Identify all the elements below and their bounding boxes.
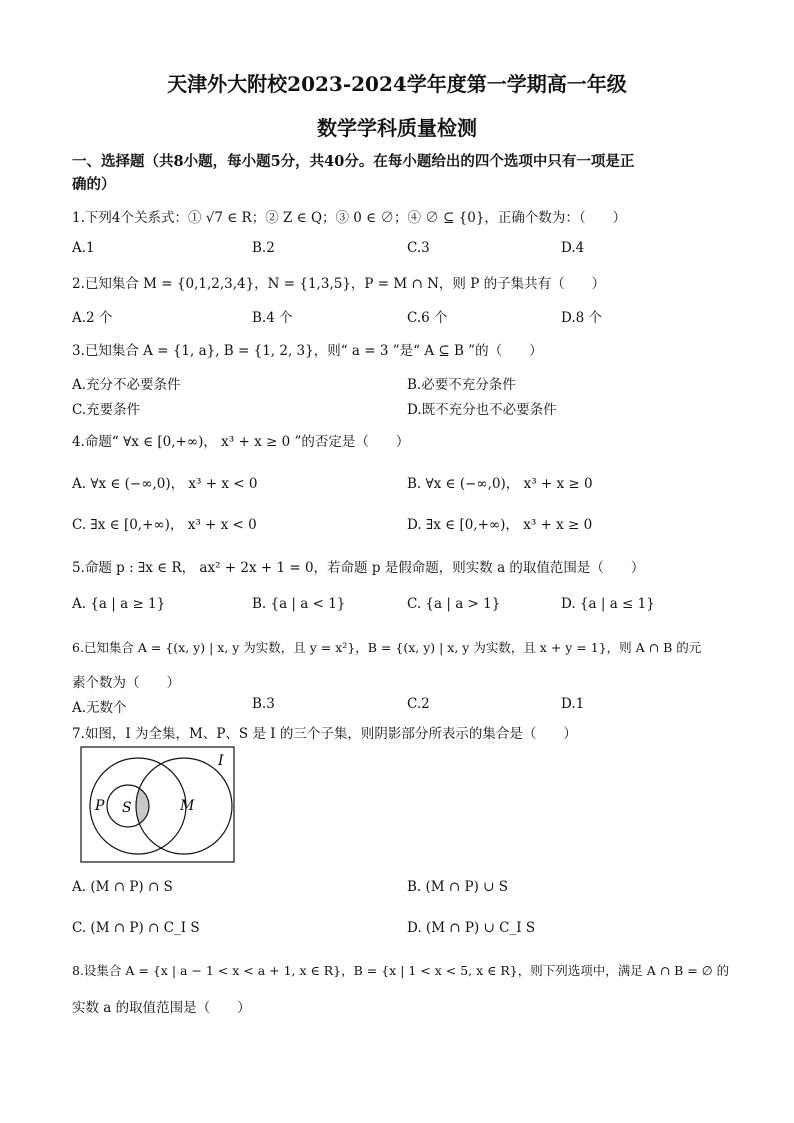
q5-option-b: B. {a | a < 1} [252,596,346,612]
exam-title-line2: 数学学科质量检测 [317,116,477,140]
q7-option-b: B. (M ∩ P) ∪ S [407,879,508,895]
question-6-stem-line1: 6.已知集合 A = {(x, y) | x, y 为实数，且 y = x²}，B = {(x, y) | x, y 为实数，且 x + y = 1}，则 A ∩ B 的元 [72,640,702,655]
label-s: S [122,800,132,816]
q1-option-c: C.3 [407,240,430,256]
question-1-stem: 1.下列4个关系式：① √7 ∈ R；② Z ∈ Q；③ 0 ∈ ∅；④ ∅ ⊆ {0}，正确个数为：（ ） [72,210,627,226]
question-7-stem: 7.如图，I 为全集，M、P、S 是 I 的三个子集，则阴影部分所表示的集合是（ ） [72,726,577,742]
q5-option-a: A. {a | a ≥ 1} [72,596,166,612]
q2-option-a: A.2 个 [72,310,113,326]
q6-option-c: C.2 [407,696,430,712]
q2-option-c: C.6 个 [407,310,448,326]
q4-option-d: D. ∃x ∈ [0,+∞)， x³ + x ≥ 0 [407,517,593,533]
exam-title-line1: 天津外大附校2023-2024学年度第一学期高一年级 [167,72,627,96]
section-heading-line1: 一、选择题（共8小题，每小题5分，共40分。在每小题给出的四个选项中只有一项是正 [72,153,635,170]
question-6-stem-line2: 素个数为（ ） [72,675,180,691]
question-8-stem-line1: 8.设集合 A = {x | a − 1 < x < a + 1, x ∈ R}，B = {x | 1 < x < 5, x ∈ R}，则下列选项中，满足 A ∩ B = ∅ 的 [72,963,730,978]
question-5-stem: 5.命题 p : ∃x ∈ R， ax² + 2x + 1 = 0，若命题 p 是假命题，则实数 a 的取值范围是（ ） [72,560,645,576]
q1-option-d: D.4 [561,240,585,256]
q6-option-a: A.无数个 [72,700,127,716]
question-8-stem-line2: 实数 a 的取值范围是（ ） [72,1000,251,1016]
q3-option-a: A.充分不必要条件 [72,377,181,393]
q5-option-c: C. {a | a > 1} [407,596,501,612]
question-4-stem: 4.命题“ ∀x ∈ [0,+∞)， x³ + x ≥ 0 ”的否定是（ ） [72,434,410,450]
label-p: P [95,798,105,814]
q3-option-b: B.必要不充分条件 [407,377,516,393]
q1-option-a: A.1 [72,240,95,256]
q4-option-b: B. ∀x ∈ (−∞,0)， x³ + x ≥ 0 [407,476,593,492]
q3-option-c: C.充要条件 [72,402,141,418]
q5-option-d: D. {a | a ≤ 1} [561,596,655,612]
q6-option-d: D.1 [561,696,585,712]
q6-option-b: B.3 [252,696,275,712]
q2-option-d: D.8 个 [561,310,603,326]
venn-diagram [80,746,236,864]
q1-option-b: B.2 [252,240,275,256]
q4-option-a: A. ∀x ∈ (−∞,0)， x³ + x < 0 [72,476,258,492]
q2-option-b: B.4 个 [252,310,293,326]
q7-option-d: D. (M ∩ P) ∪ C_I S [407,920,536,936]
label-universe: I [218,753,224,769]
q7-option-c: C. (M ∩ P) ∩ C_I S [72,920,200,936]
question-2-stem: 2.已知集合 M = {0,1,2,3,4}，N = {1,3,5}，P = M ∩ N，则 P 的子集共有（ ） [72,276,606,292]
q7-option-a: A. (M ∩ P) ∩ S [72,879,173,895]
question-3-stem: 3.已知集合 A = {1, a}, B = {1, 2, 3}，则“ a = 3 ”是“ A ⊆ B ”的（ ） [72,343,543,359]
label-m: M [180,798,195,814]
q3-option-d: D.既不充分也不必要条件 [407,402,557,418]
q4-option-c: C. ∃x ∈ [0,+∞)， x³ + x < 0 [72,517,257,533]
section-heading-line2: 确的） [72,176,116,193]
